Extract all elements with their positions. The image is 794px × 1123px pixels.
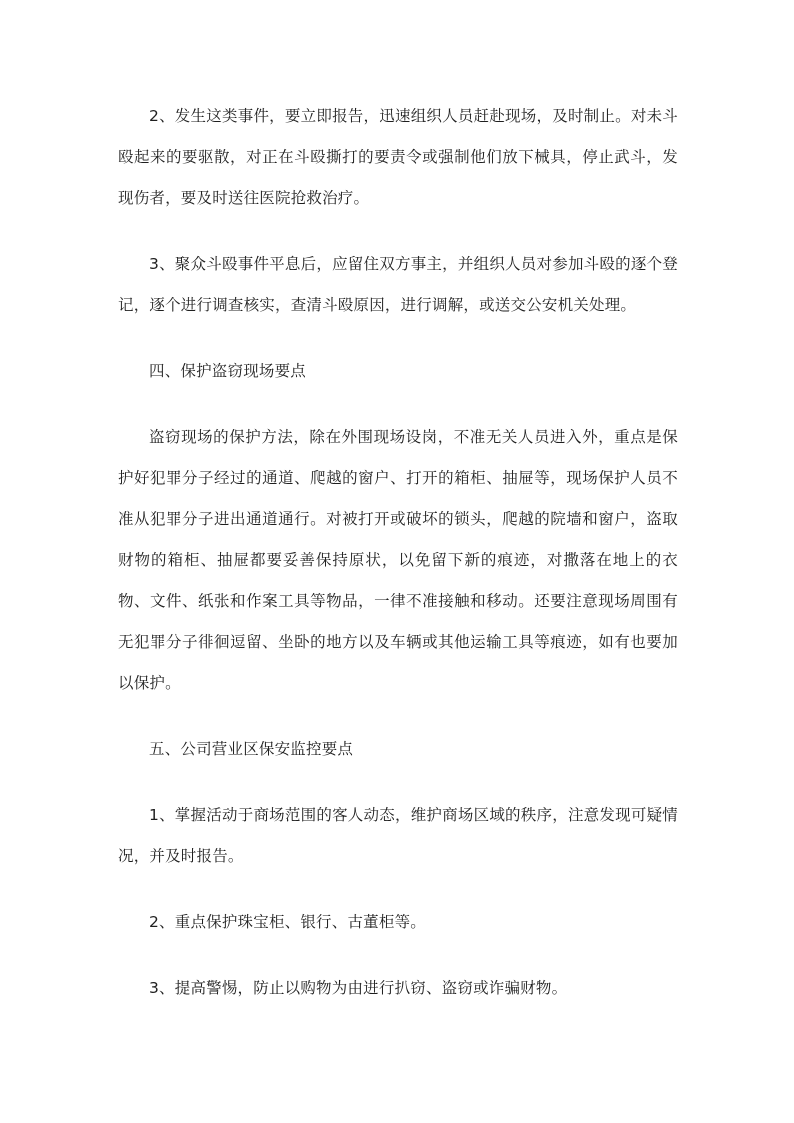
paragraph-monitor-customers: 1、掌握活动于商场范围的客人动态，维护商场区域的秩序，注意发现可疑情况，并及时报告。 (118, 806, 678, 865)
paragraph-fight-aftermath: 3、聚众斗殴事件平息后，应留住双方事主，并组织人员对参加斗殴的逐个登记，逐个进行调查核实，查清斗殴原因，进行调解，或送交公安机关处理。 (118, 255, 678, 314)
paragraph-theft-scene-protection: 盗窃现场的保护方法，除在外围现场设岗，不准无关人员进入外，重点是保护好犯罪分子经过的通道、爬越的窗户、打开的箱柜、抽屉等，现场保护人员不准从犯罪分子进出通道通行。对被打开或破坏的锁头，爬越的院墙和窗户，盗取财物的箱柜、抽屉都要妥善保持原状，以免留下新的痕迹，对撒落在地上的衣物、文件、纸张和作案工具等物品，一律不准接触和移动。还要注意现场周围有无犯罪分子徘徊逗留、坐卧的地方以及车辆或其他运输工具等痕迹，如有也要加以保护。 (118, 428, 678, 692)
paragraph-stay-alert: 3、提高警惕，防止以购物为由进行扒窃、盗窃或诈骗财物。 (149, 979, 568, 997)
section-heading-business-area-monitoring: 五、公司营业区保安监控要点 (149, 740, 354, 758)
paragraph-protect-counters: 2、重点保护珠宝柜、银行、古董柜等。 (149, 913, 426, 931)
document-page (118, 96, 678, 1034)
paragraph-fight-response: 2、发生这类事件，要立即报告，迅速组织人员赶赴现场，及时制止。对未斗殴起来的要驱散，对正在斗殴撕打的要责令或强制他们放下械具，停止武斗，发现伤者，要及时送往医院抢救治疗。 (118, 107, 678, 207)
section-heading-theft-scene: 四、保护盗窃现场要点 (149, 362, 307, 380)
